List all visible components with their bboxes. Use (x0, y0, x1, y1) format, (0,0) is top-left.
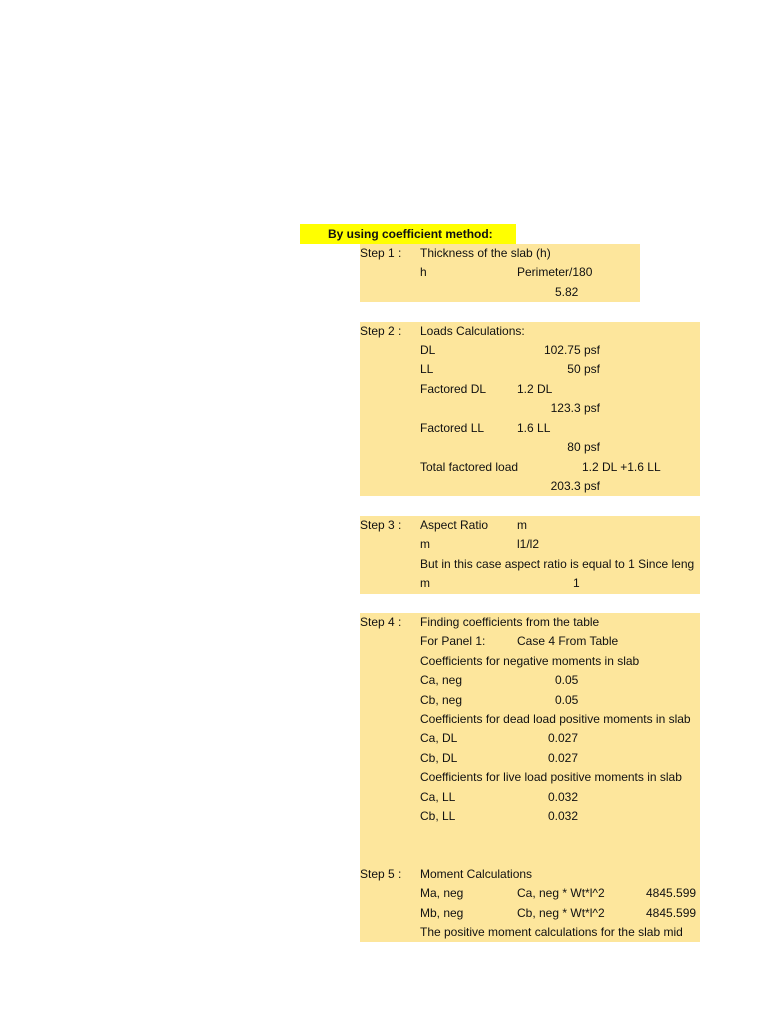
step2-total-value: 203.3 psf (550, 479, 600, 493)
step2-dl-label: DL (420, 343, 436, 357)
step2-block (360, 322, 700, 496)
step3-note: But in this case aspect ratio is equal to 1 Since leng (420, 557, 695, 571)
step4-cb-ll-value: 0.032 (548, 809, 579, 823)
step2-ll-value: 50 psf (567, 362, 600, 376)
step2-dl-value: 102.75 psf (543, 343, 600, 357)
step4-cb-dl-label: Cb, DL (420, 751, 458, 765)
step4-cb-neg-value: 0.05 (555, 693, 579, 707)
step4-5-block (360, 613, 700, 942)
step4-ca-ll-value: 0.032 (548, 790, 579, 804)
step2-fdl-formula: 1.2 DL (517, 382, 553, 396)
step1-h-value: 5.82 (555, 285, 579, 299)
step2-fll-formula: 1.6 LL (517, 421, 551, 435)
step4-neg-title: Coefficients for negative moments in slab (420, 654, 640, 668)
step5-title: Moment Calculations (420, 867, 533, 881)
step4-ll-title: Coefficients for live load positive moments in slab (420, 770, 682, 784)
step2-fdl-value: 123.3 psf (550, 401, 600, 415)
step4-dl-title: Coefficients for dead load positive moments in slab (420, 712, 691, 726)
step5-mb-label: Mb, neg (420, 906, 464, 920)
step2-total-label: Total factored load (420, 460, 519, 474)
step1-label: Step 1 : (360, 246, 402, 260)
step3-title: Aspect Ratio (420, 518, 489, 532)
step1-block (360, 244, 640, 302)
step4-label: Step 4 : (360, 615, 402, 629)
step5-ma-value: 4845.599 (646, 886, 697, 900)
step5-note: The positive moment calculations for the slab mid (420, 925, 683, 939)
step5-ma-label: Ma, neg (420, 886, 464, 900)
step4-title: Finding coefficients from the table (420, 615, 600, 629)
step4-ca-dl-value: 0.027 (548, 731, 579, 745)
step4-cb-dl-value: 0.027 (548, 751, 579, 765)
step2-title: Loads Calculations: (420, 324, 525, 338)
step1-title: Thickness of the slab (h) (420, 246, 551, 260)
step3-m2-label: m (420, 576, 430, 590)
step2-ll-label: LL (420, 362, 434, 376)
step4-panel-label: For Panel 1: (420, 634, 486, 648)
step5-label: Step 5 : (360, 867, 402, 881)
step4-cb-neg-label: Cb, neg (420, 693, 463, 707)
step2-fll-value: 80 psf (567, 440, 600, 454)
step4-ca-neg-label: Ca, neg (420, 673, 463, 687)
step4-ca-ll-label: Ca, LL (420, 790, 456, 804)
step2-fdl-label: Factored DL (420, 382, 487, 396)
step3-m2-value: 1 (573, 576, 580, 590)
step5-mb-value: 4845.599 (646, 906, 697, 920)
step3-label: Step 3 : (360, 518, 402, 532)
step4-ca-dl-label: Ca, DL (420, 731, 458, 745)
step2-label: Step 2 : (360, 324, 402, 338)
step4-cb-ll-label: Cb, LL (420, 809, 456, 823)
step1-h-formula: Perimeter/180 (517, 265, 593, 279)
step4-panel-case: Case 4 From Table (517, 634, 619, 648)
step5-ma-formula: Ca, neg * Wt*l^2 (517, 886, 605, 900)
step2-fll-label: Factored LL (420, 421, 485, 435)
method-heading (300, 224, 516, 244)
step2-total-formula: 1.2 DL +1.6 LL (582, 460, 661, 474)
step1-h-label: h (420, 265, 427, 279)
step3-m-formula: l1/l2 (517, 537, 540, 551)
step3-m-label: m (420, 537, 430, 551)
step4-ca-neg-value: 0.05 (555, 673, 579, 687)
step5-mb-formula: Cb, neg * Wt*l^2 (517, 906, 605, 920)
method-heading-text: By using coefficient method: (328, 227, 493, 241)
step3-title-symbol: m (517, 518, 527, 532)
step3-block (360, 516, 700, 594)
